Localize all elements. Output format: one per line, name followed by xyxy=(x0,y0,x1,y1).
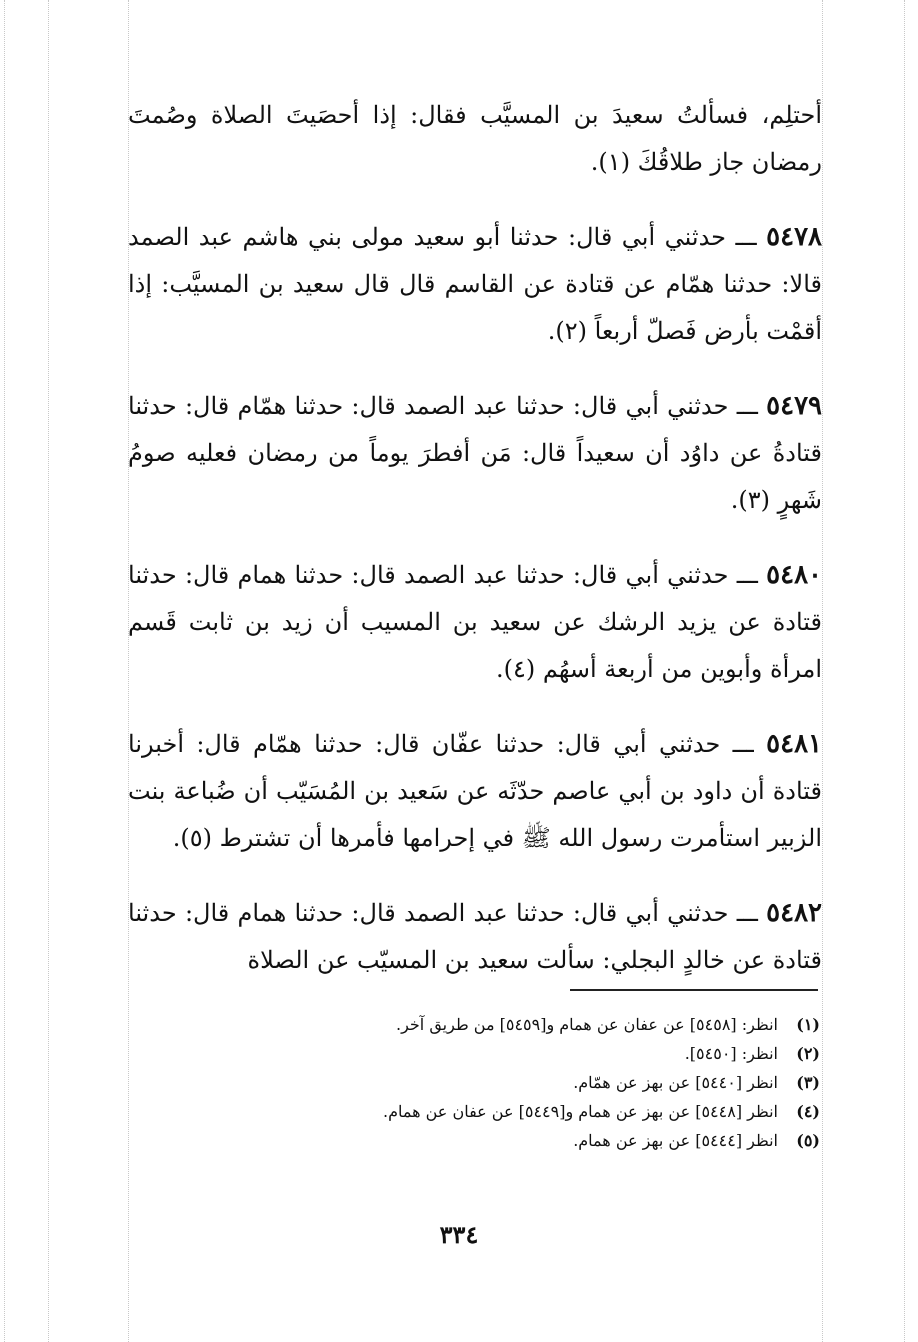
margin-guide xyxy=(904,0,905,1342)
continuation-text: أحتلِم، فسألتُ سعيدَ بن المسيَّب فقال: إذا أحصَيتَ الصلاة وصُمتَ رمضان جاز طلاقُكَ (١). xyxy=(128,101,822,176)
footnote-divider xyxy=(570,989,818,991)
entry-text: ـــ حدثني أبي قال: حدثنا عبد الصمد قال: حدثنا همّام قال: حدثنا قتادةُ عن داوُد أن سعيداً قال: مَن أفطرَ يوماً من رمضان فعليه صومُ شَهرٍ (٣). xyxy=(128,392,822,514)
hadith-entry xyxy=(128,214,822,355)
hadith-entry xyxy=(128,721,822,862)
footnote-number: (٢) xyxy=(796,1044,820,1063)
footnote-number: (٤) xyxy=(796,1102,820,1121)
footnote-number: (٥) xyxy=(796,1131,820,1150)
hadith-entry xyxy=(128,383,822,524)
footnote-text: انظر: [٥٤٥٠]. xyxy=(684,1044,778,1063)
entry-text: ـــ حدثني أبي قال: حدثنا عبد الصمد قال: حدثنا همام قال: حدثنا قتادة عن يزيد الرشك عن سعيد بن المسيب أن زيد بن ثابت قَسم امرأة وأبوين من أربعة أسهُم (٤). xyxy=(128,561,822,683)
footnote-number: (٣) xyxy=(796,1073,820,1092)
entry-number: ٥٤٨١ xyxy=(766,729,823,759)
page-number: ٣٣٤ xyxy=(439,1220,479,1249)
entry-number: ٥٤٨٢ xyxy=(766,898,822,928)
hadith-entry xyxy=(128,890,822,984)
footnote xyxy=(250,1097,820,1126)
footnote xyxy=(250,1068,820,1097)
entry-number: ٥٤٨٠ xyxy=(766,560,822,590)
footnote-text: انظر [٥٤٤٨] عن بهز عن همام و[٥٤٤٩] عن عفان عن همام. xyxy=(382,1102,778,1121)
footnotes xyxy=(250,1010,820,1155)
entry-number: ٥٤٧٨ xyxy=(766,222,822,252)
continuation-paragraph xyxy=(128,92,822,186)
entry-number: ٥٤٧٩ xyxy=(766,391,822,421)
footnote-number: (١) xyxy=(796,1015,820,1034)
footnote-text: انظر [٥٤٤٠] عن بهز عن همّام. xyxy=(573,1073,778,1092)
footnote-text: انظر: [٥٤٥٨] عن عفان عن همام و[٥٤٥٩] من طريق آخر. xyxy=(395,1015,778,1034)
margin-guide xyxy=(822,0,823,1342)
footnote xyxy=(250,1126,820,1155)
footnote xyxy=(250,1010,820,1039)
main-text xyxy=(128,92,822,984)
margin-guide xyxy=(4,0,5,1342)
footnote-text: انظر [٥٤٤٤] عن بهز عن همام. xyxy=(573,1131,778,1150)
footnote xyxy=(250,1039,820,1068)
entry-text: ـــ حدثني أبي قال: حدثنا أبو سعيد مولى بني هاشم عبد الصمد قالا: حدثنا همّام عن قتادة عن القاسم قال قال سعيد بن المسيَّب: إذا أقمْت بأرض فَصلّ أربعاً (٢). xyxy=(128,223,822,345)
margin-guide xyxy=(48,0,49,1342)
hadith-entry xyxy=(128,552,822,693)
entry-text: ـــ حدثني أبي قال: حدثنا عفّان قال: حدثنا همّام قال: أخبرنا قتادة أن داود بن أبي عاصم حدّثَه عن سَعيد بن المُسَيّب أن ضُباعة بنت الزبير استأمرت رسول الله ﷺ في إحرامها فأمرها أن تشترط (٥). xyxy=(128,730,822,852)
entry-text: ـــ حدثني أبي قال: حدثنا عبد الصمد قال: حدثنا همام قال: حدثنا قتادة عن خالدٍ البجلي: سألت سعيد بن المسيّب عن الصلاة xyxy=(128,899,822,974)
